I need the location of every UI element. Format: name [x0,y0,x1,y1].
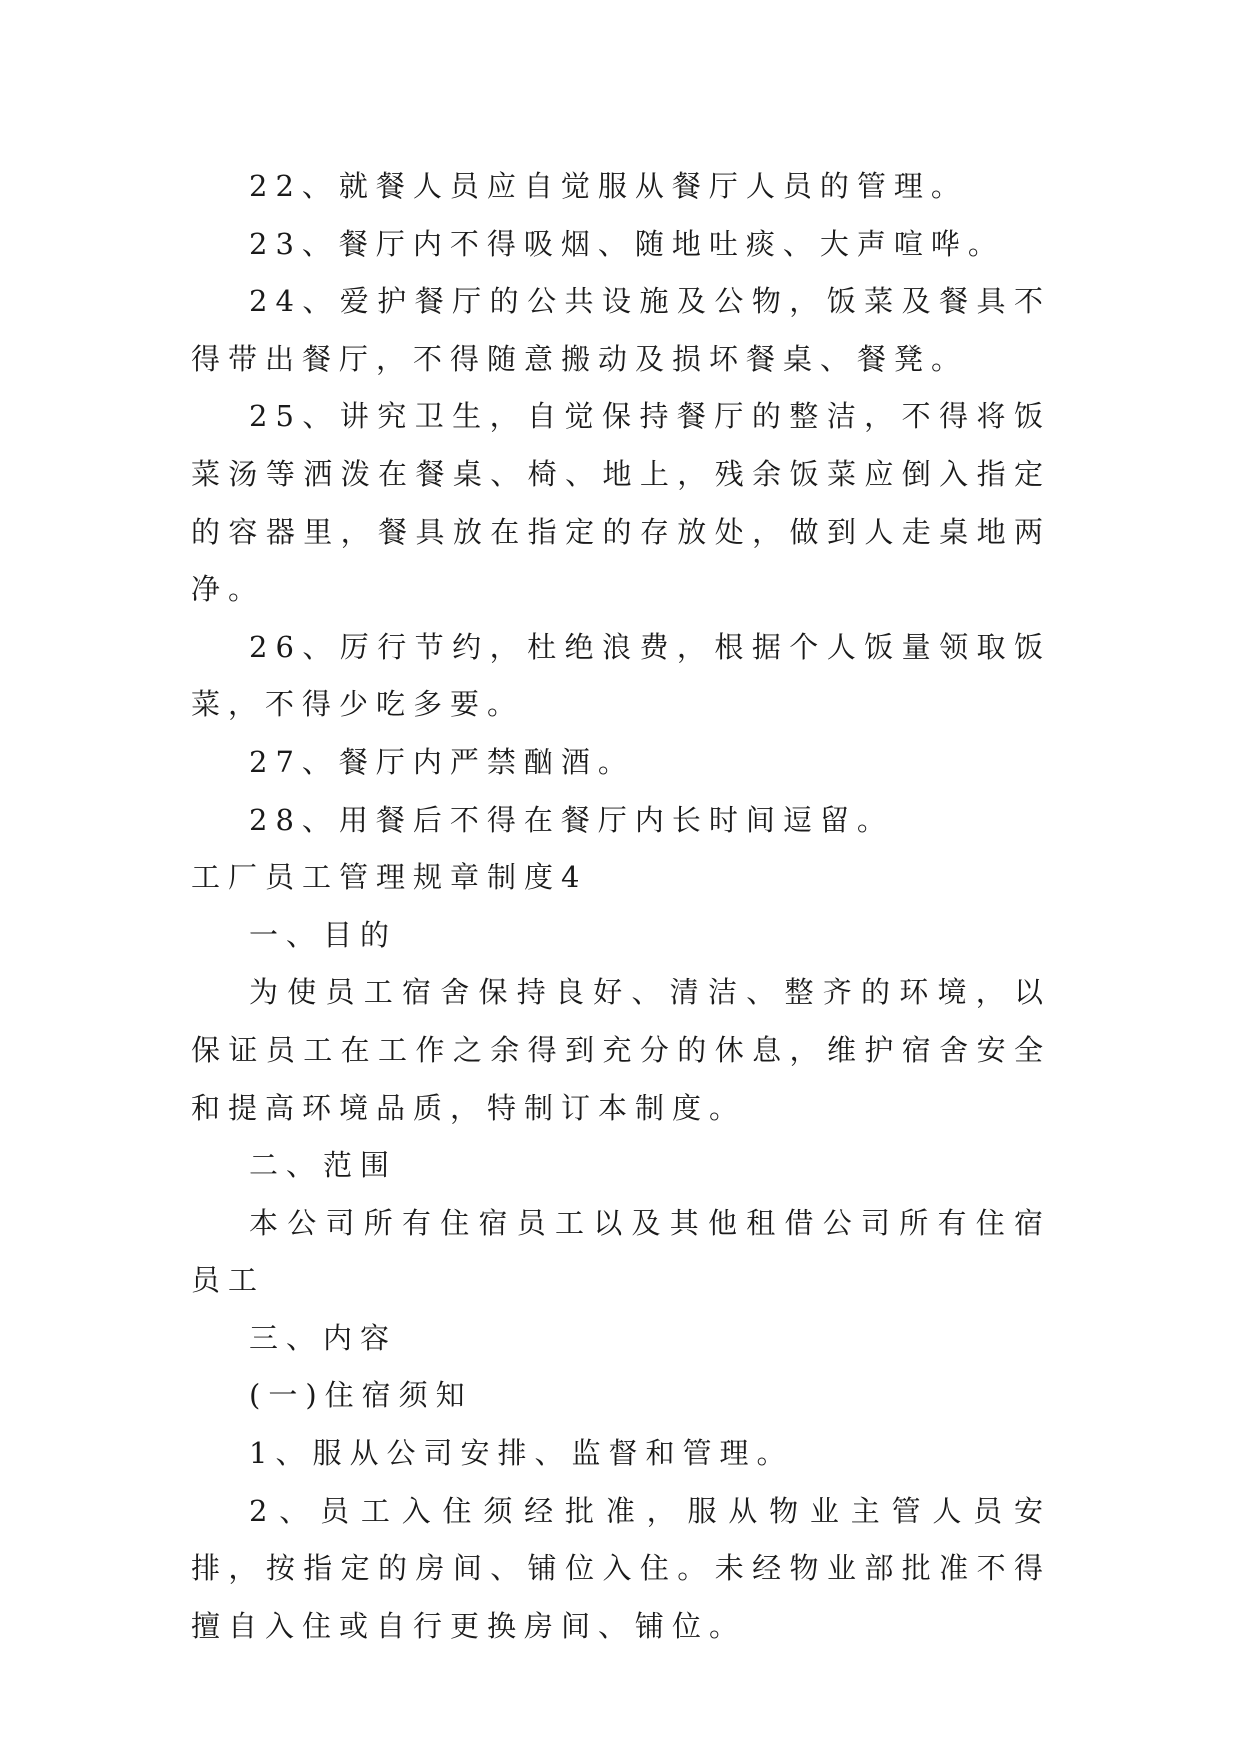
paragraph-rule-23: 23、餐厅内不得吸烟、随地吐痰、大声喧哗。 [249,226,1005,261]
paragraph-item-1: 1、服从公司安排、监督和管理。 [249,1436,794,1471]
heading-scope: 二、范围 [249,1148,398,1183]
paragraph-rule-24: 24、爱护餐厅的公共设施及公物，饭菜及餐具不得带出餐厅，不得随意搬动及损坏餐桌、餐凳。 [191,284,1051,376]
paragraph-purpose: 为使员工宿舍保持良好、清洁、整齐的环境，以保证员工在工作之余得到充分的休息，维护宿舍安全和提高环境品质，特制订本制度。 [191,975,1051,1125]
heading-content: 三、内容 [249,1320,398,1355]
paragraph-item-2: 2、员工入住须经批准，服从物业主管人员安排，按指定的房间、铺位入住。未经物业部批准不得擅自入住或自行更换房间、铺位。 [191,1493,1051,1643]
subheading-lodging-notice: (一)住宿须知 [249,1378,473,1413]
paragraph-rule-22: 22、就餐人员应自觉服从餐厅人员的管理。 [249,169,968,203]
document-body [191,158,1051,1655]
heading-purpose: 一、目的 [249,917,398,952]
paragraph-rule-27: 27、餐厅内严禁酗酒。 [249,744,635,779]
paragraph-rule-25: 25、讲究卫生，自觉保持餐厅的整洁，不得将饭菜汤等洒泼在餐桌、椅、地上，残余饭菜应倒入指定的容器里，餐具放在指定的存放处，做到人走桌地两净。 [191,399,1051,607]
paragraph-rule-26: 26、厉行节约，杜绝浪费，根据个人饭量领取饭菜，不得少吃多要。 [191,629,1051,722]
paragraph-rule-28: 28、用餐后不得在餐厅内长时间逗留。 [249,802,894,837]
paragraph-scope: 本公司所有住宿员工以及其他租借公司所有住宿员工 [191,1205,1051,1298]
section-title: 工厂员工管理规章制度4 [191,860,588,895]
